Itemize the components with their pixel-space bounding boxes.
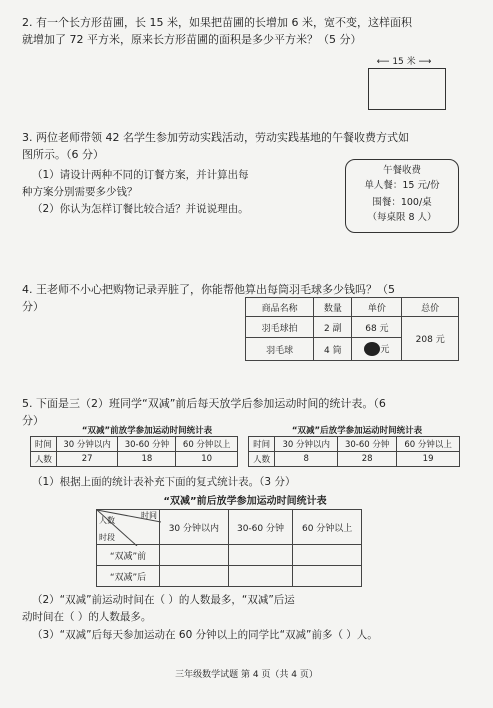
row-label: “双减”后 — [97, 566, 160, 587]
cell: 19 — [397, 452, 460, 467]
corner-label-count: 人数 — [99, 516, 115, 525]
header-cell: 30 分钟以内 — [275, 437, 338, 452]
compound-stats-table[interactable] — [96, 509, 362, 587]
q5-sub2-line2: 动时间在（ ）的人数最多。 — [22, 611, 152, 623]
blank-answer-cell[interactable] — [228, 566, 293, 587]
corner-label-period: 时段 — [99, 533, 115, 542]
blank-answer-cell[interactable] — [160, 545, 229, 566]
q3-sub1-line1: （1）请设计两种不同的订餐方案，并计算出每 — [32, 169, 249, 181]
q5-line2: 分） — [22, 414, 44, 427]
blank-answer-cell[interactable] — [160, 566, 229, 587]
q4-line2: 分） — [22, 300, 44, 313]
table-row — [31, 452, 238, 467]
before-table-caption: “双减”前放学参加运动时间统计表 — [81, 426, 213, 436]
cell: 10 — [176, 452, 238, 467]
blank-answer-cell[interactable] — [228, 545, 293, 566]
header-cell: 30 分钟以内 — [56, 437, 118, 452]
cell: 28 — [338, 452, 397, 467]
header-price: 单价 — [352, 298, 402, 317]
after-stats-table — [248, 436, 460, 467]
after-table-caption: “双减”后放学参加运动时间统计表 — [291, 426, 423, 436]
cell: 羽毛球拍 — [246, 317, 314, 338]
card-single-price: 单人餐：15 元/份 — [364, 180, 440, 191]
blank-answer-cell[interactable] — [293, 545, 362, 566]
header-item: 商品名称 — [246, 298, 314, 317]
q2-figure-label: ⟵ 15 米 ⟶ — [376, 57, 432, 67]
corner-label-time: 时间 — [141, 511, 157, 520]
header-qty: 数量 — [314, 298, 352, 317]
header-cell: 30 分钟以内 — [160, 510, 229, 545]
cell: 18 — [118, 452, 176, 467]
header-cell: 时间 — [31, 437, 57, 452]
smudged-price-cell: 元 — [352, 338, 402, 361]
header-cell: 30-60 分钟 — [118, 437, 176, 452]
before-stats-table — [30, 436, 238, 467]
row-label: “双减”前 — [97, 545, 160, 566]
cell: 羽毛球 — [246, 338, 314, 361]
q2-line1: 2. 有一个长方形苗圃，长 15 米，如果把苗圃的长增加 6 米，宽不变，这样面积 — [22, 16, 412, 29]
ink-smudge — [364, 342, 380, 356]
cell: 27 — [56, 452, 118, 467]
q5-sub1: （1）根据上面的统计表补充下面的复式统计表。（3 分） — [32, 476, 296, 488]
cell: 人数 — [249, 452, 275, 467]
q3-sub2: （2）你认为怎样订餐比较合适？并说说理由。 — [32, 203, 249, 215]
shopping-table-header — [246, 298, 459, 317]
card-title: 午餐收费 — [382, 165, 421, 176]
total-cell: 208 元 — [402, 317, 459, 361]
header-cell: 60 分钟以上 — [176, 437, 238, 452]
cell: 68 元 — [352, 317, 402, 338]
header-cell: 60 分钟以上 — [293, 510, 362, 545]
header-cell: 30-60 分钟 — [228, 510, 293, 545]
q4-line1: 4. 王老师不小心把购物记录弄脏了，你能帮他算出每筒羽毛球多少钱吗？（5 — [22, 283, 395, 296]
table-row — [97, 545, 362, 566]
card-table-limit: （每桌限 8 人） — [367, 212, 437, 223]
compound-table-caption: “双减”前后放学参加运动时间统计表 — [163, 496, 327, 507]
lunch-price-card — [345, 159, 459, 233]
shopping-record-table — [245, 297, 459, 361]
cell: 2 副 — [314, 317, 352, 338]
cell: 4 筒 — [314, 338, 352, 361]
q2-line2: 就增加了 72 平方米，原来长方形苗圃的面积是多少平方米？（5 分） — [22, 33, 362, 46]
q2-rectangle-figure — [368, 68, 446, 110]
table-row — [249, 452, 460, 467]
header-cell: 60 分钟以上 — [397, 437, 460, 452]
table-row — [246, 317, 459, 338]
page-footer: 三年级数学试题 第 4 页（共 4 页） — [175, 670, 318, 680]
card-table-price: 围餐：100/桌 — [372, 197, 432, 208]
q3-line2: 图所示。（6 分） — [22, 148, 104, 161]
header-cell: 时间 — [249, 437, 275, 452]
q3-sub1-line2: 种方案分别需要多少钱？ — [22, 186, 138, 198]
cell: 8 — [275, 452, 338, 467]
cell: 人数 — [31, 452, 57, 467]
header-total: 总价 — [402, 298, 459, 317]
header-cell: 30-60 分钟 — [338, 437, 397, 452]
q5-line1: 5. 下面是三（2）班同学“双减”前后每天放学后参加运动时间的统计表。（6 — [22, 397, 386, 410]
table-row — [97, 566, 362, 587]
blank-answer-cell[interactable] — [293, 566, 362, 587]
q5-sub2-line1: （2）“双减”前运动时间在（ ）的人数最多，“双减”后运 — [32, 594, 295, 606]
corner-cell — [97, 510, 160, 545]
q3-line1: 3. 两位老师带领 42 名学生参加劳动实践活动，劳动实践基地的午餐收费方式如 — [22, 131, 409, 144]
q5-sub3: （3）“双减”后每天参加运动在 60 分钟以上的同学比“双减”前多（ ）人。 — [32, 629, 378, 641]
